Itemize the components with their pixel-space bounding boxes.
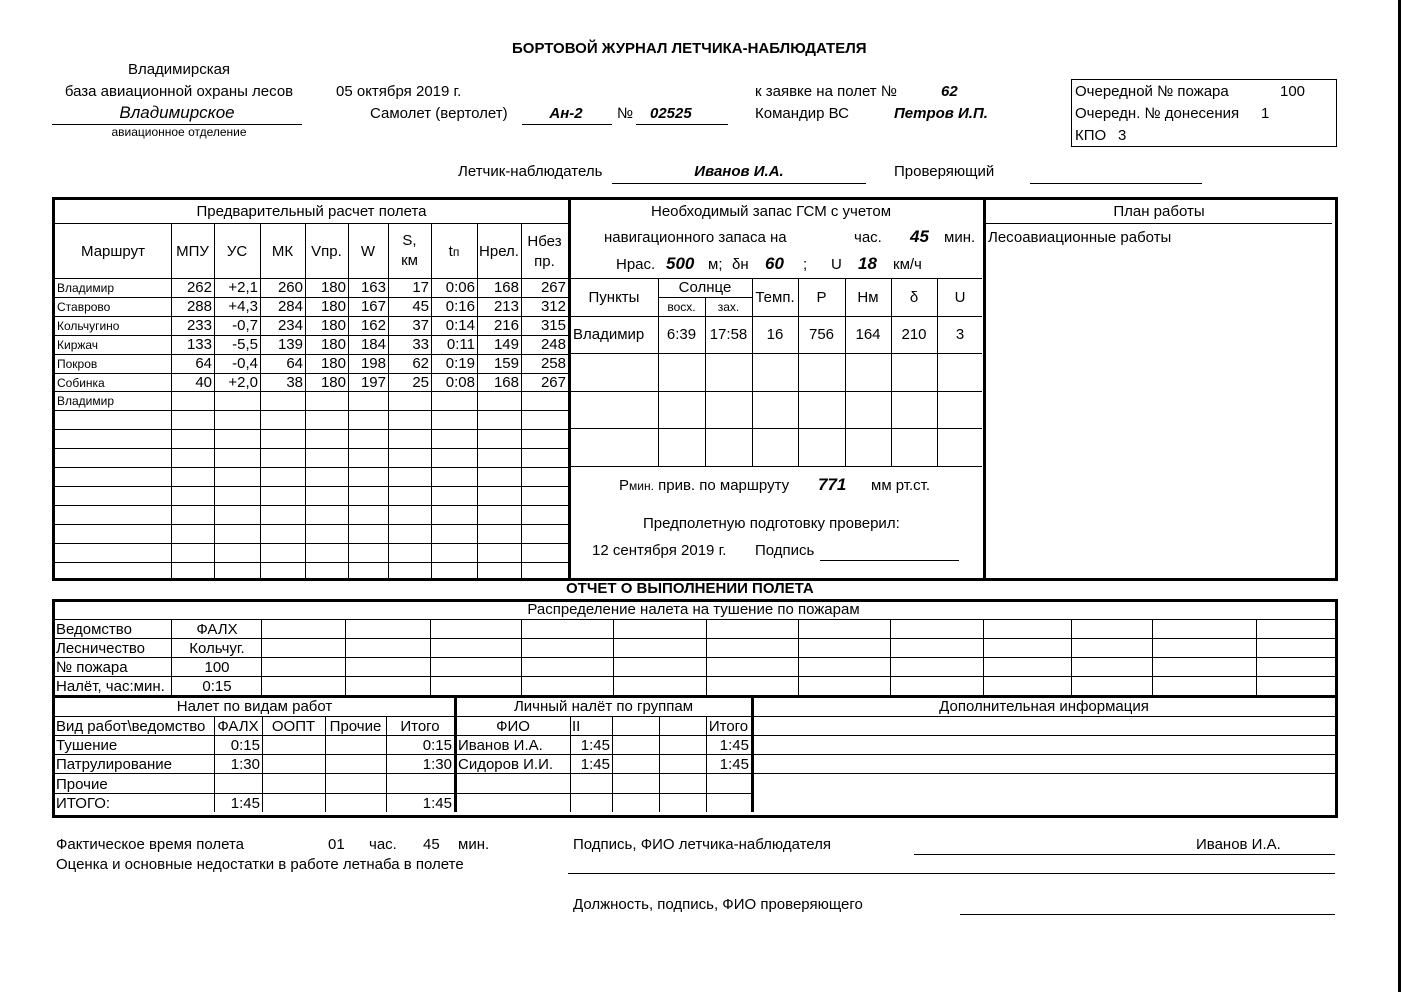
fuel-line1: Необходимый запас ГСМ с учетом — [651, 203, 892, 220]
actual-minutes-label: мин. — [458, 836, 490, 853]
route-cell: 0:08 — [445, 374, 475, 391]
work-cell: Патрулирование — [56, 756, 172, 773]
personal-title: Личный налёт по группам — [513, 698, 694, 715]
route-cell: Покров — [57, 357, 98, 371]
fuel-minutes-label: мин. — [944, 229, 976, 246]
route-cell: 25 — [412, 374, 429, 391]
route-cell: 149 — [493, 336, 519, 353]
actual-minutes-value: 45 — [423, 836, 440, 853]
route-cell: +2,1 — [228, 279, 258, 296]
route-cell: 0:16 — [445, 298, 475, 315]
work-header: ФАЛХ — [217, 718, 259, 735]
personal-header: Итого — [708, 718, 749, 735]
dist-value-agency: ФАЛХ — [196, 621, 238, 638]
route-cell: 0:19 — [445, 355, 475, 372]
fuel-col-points: Пункты — [588, 289, 640, 306]
doc-title: БОРТОВОЙ ЖУРНАЛ ЛЕТЧИКА-НАБЛЮДАТЕЛЯ — [512, 40, 867, 57]
fire-no-value: 100 — [1280, 83, 1306, 100]
route-col-hbez-line1: Нбез — [527, 233, 562, 250]
aircraft-underline — [522, 124, 612, 125]
fuel-row-point: Владимир — [573, 326, 645, 343]
fuel-row-u: 3 — [955, 326, 965, 343]
route-cell: Собинка — [57, 376, 105, 390]
route-cell: 38 — [286, 374, 303, 391]
route-cell: 180 — [320, 298, 346, 315]
route-cell: 17 — [412, 279, 429, 296]
personal-cell: 1:45 — [580, 756, 610, 773]
fire-info-box — [1071, 79, 1337, 147]
work-header: Итого — [400, 718, 440, 735]
route-col-s-line1: S, — [402, 232, 417, 249]
hras-value: 500 — [666, 254, 695, 273]
route-cell: 162 — [360, 317, 386, 334]
request-value: 62 — [941, 83, 958, 100]
kpo-value: 3 — [1118, 127, 1127, 144]
dist-label-flight-time: Налёт, час:мин. — [56, 678, 165, 695]
m-label: м; — [708, 256, 723, 273]
route-cell: 64 — [195, 355, 212, 372]
route-cell: 139 — [277, 336, 303, 353]
route-cell: +4,3 — [228, 298, 258, 315]
commander-label: Командир ВС — [755, 105, 849, 122]
work-header: Прочие — [329, 718, 382, 735]
department-caption: авиационное отделение — [111, 125, 247, 139]
number-value: 02525 — [650, 105, 692, 122]
fuel-col-delta: δ — [909, 289, 919, 306]
page-edge — [1398, 0, 1401, 992]
fuel-col-sunset: зах. — [717, 300, 740, 314]
route-cell: Владимир — [57, 394, 115, 408]
report-no-value: 1 — [1261, 105, 1270, 122]
fuel-row-temp: 16 — [766, 326, 784, 343]
route-cell: 288 — [186, 298, 212, 315]
fuel-row-hm: 164 — [855, 326, 881, 343]
route-cell: -0,7 — [232, 317, 258, 334]
route-col-mpu: МПУ — [176, 243, 209, 260]
route-cell: Кольчугино — [57, 319, 120, 333]
work-cell: Прочие — [56, 776, 108, 793]
assessment-label: Оценка и основные недостатки в работе летнаба в полете — [56, 856, 464, 873]
work-title: Налет по видам работ — [176, 698, 333, 715]
route-cell: 213 — [493, 298, 519, 315]
route-cell: 133 — [186, 336, 212, 353]
pmin-units: мм рт.ст. — [871, 477, 931, 494]
commander-value: Петров И.П. — [894, 105, 988, 122]
actual-hours-value: 01 — [328, 836, 345, 853]
route-cell: Ставрово — [57, 300, 111, 314]
extra-title: Дополнительная информация — [939, 698, 1149, 715]
route-title: Предварительный расчет полета — [196, 203, 427, 220]
actual-hours-label: час. — [369, 836, 397, 853]
route-cell: 159 — [493, 355, 519, 372]
route-cell: 233 — [186, 317, 212, 334]
observer-label: Летчик-наблюдатель — [458, 163, 603, 180]
number-underline — [636, 124, 728, 125]
report-title: ОТЧЕТ О ВЫПОЛНЕНИИ ПОЛЕТА — [566, 580, 814, 597]
route-cell: -0,4 — [232, 355, 258, 372]
work-cell: 0:15 — [422, 737, 452, 754]
inspector-underline — [1030, 183, 1202, 184]
work-cell: 1:45 — [230, 795, 260, 812]
personal-cell: Иванов И.А. — [458, 737, 543, 754]
report-no-label: Очередн. № донесения — [1075, 105, 1240, 122]
fuel-row-p: 756 — [808, 326, 835, 343]
divider-fuel-plan — [983, 197, 986, 578]
route-cell: 163 — [360, 279, 386, 296]
work-cell: 1:30 — [422, 756, 452, 773]
route-cell: 248 — [540, 336, 566, 353]
pmin-prefix: Р — [619, 477, 630, 494]
route-cell: 312 — [540, 298, 566, 315]
work-cell: ИТОГО: — [56, 795, 111, 812]
pmin-text: прив. по маршруту — [658, 477, 790, 494]
route-cell: 167 — [360, 298, 386, 315]
dist-label-fire-no: № пожара — [56, 659, 128, 676]
aircraft-value: Ан-2 — [549, 105, 583, 122]
dist-value-fire-no: 100 — [204, 659, 230, 676]
request-label: к заявке на полет № — [755, 83, 897, 100]
route-cell: -5,5 — [232, 336, 258, 353]
route-col-t-main: t — [448, 243, 453, 260]
route-cell: 64 — [286, 355, 303, 372]
fire-no-label: Очередной № пожара — [1075, 83, 1229, 100]
pilot-sign-label: Подпись, ФИО летчика-наблюдателя — [573, 836, 832, 853]
route-cell: 284 — [277, 298, 303, 315]
work-cell: 0:15 — [230, 737, 260, 754]
route-cell: 180 — [320, 317, 346, 334]
fuel-col-u: U — [954, 289, 966, 306]
personal-cell: 1:45 — [719, 756, 749, 773]
fuel-row-sunset: 17:58 — [709, 326, 748, 343]
fuel-col-sunrise: восх. — [667, 300, 696, 314]
work-cell: Тушение — [56, 737, 118, 754]
signature-label: Подпись — [755, 542, 815, 559]
dist-label-forestry: Лесничество — [56, 640, 146, 657]
personal-header: II — [572, 718, 581, 735]
kmh-label: км/ч — [893, 256, 922, 273]
route-cell: 267 — [540, 279, 566, 296]
divider-route-fuel — [568, 197, 571, 578]
dist-label-agency: Ведомство — [56, 621, 132, 638]
route-cell: 0:14 — [445, 317, 475, 334]
pmin-label — [619, 477, 789, 494]
inspector-sign-label: Должность, подпись, ФИО проверяющего — [573, 896, 863, 913]
fuel-row-sunrise: 6:39 — [666, 326, 697, 343]
route-col-vpr: Vпр. — [311, 243, 342, 260]
plan-text: Лесоавиационные работы — [988, 229, 1172, 246]
dn-value: 60 — [765, 254, 784, 273]
observer-value: Иванов И.А. — [694, 163, 784, 180]
plan-title: План работы — [1113, 203, 1205, 220]
route-cell: 197 — [360, 374, 386, 391]
route-cell: 198 — [360, 355, 386, 372]
route-cell: 180 — [320, 355, 346, 372]
pmin-sub: мин. — [629, 479, 654, 493]
route-col-s-line2: км — [401, 252, 418, 269]
org-line1: Владимирская — [127, 61, 231, 78]
fuel-col-p: Р — [816, 289, 827, 306]
dist-value-forestry: Кольчуг. — [189, 640, 245, 657]
checked-date: 12 сентября 2019 г. — [592, 542, 727, 559]
fuel-minutes-value: 45 — [910, 227, 929, 246]
route-cell: 260 — [277, 279, 303, 296]
work-cell: 1:30 — [230, 756, 260, 773]
route-col-us: УС — [226, 243, 248, 260]
route-cell: 168 — [493, 374, 519, 391]
work-header: ООПТ — [271, 718, 316, 735]
route-cell: 216 — [493, 317, 519, 334]
hras-label: Нрас. — [616, 256, 656, 273]
pilot-sign-value: Иванов И.А. — [1196, 836, 1281, 853]
dist-value-flight-time: 0:15 — [202, 678, 232, 695]
aircraft-label: Самолет (вертолет) — [370, 105, 508, 122]
route-cell: Киржач — [57, 338, 99, 352]
personal-cell: 1:45 — [580, 737, 610, 754]
route-cell: 267 — [540, 374, 566, 391]
route-cell: 37 — [412, 317, 429, 334]
inspector-label: Проверяющий — [894, 163, 995, 180]
route-col-hbez-line2: пр. — [534, 253, 555, 270]
route-cell: 234 — [277, 317, 303, 334]
route-cell: 0:11 — [446, 336, 475, 353]
personal-cell: Сидоров И.И. — [458, 756, 554, 773]
checked-label: Предполетную подготовку проверил: — [643, 515, 900, 532]
actual-time-label: Фактическое время полета — [56, 836, 244, 853]
route-cell: 258 — [540, 355, 566, 372]
flight-date: 05 октября 2019 г. — [336, 83, 462, 100]
org-line2: база авиационной охраны лесов — [64, 83, 294, 100]
route-col-route: Маршрут — [81, 243, 145, 260]
pmin-value: 771 — [818, 475, 847, 494]
route-cell: 62 — [412, 355, 429, 372]
signature-line — [820, 560, 959, 561]
route-col-t-sub: п — [452, 245, 460, 259]
observer-underline — [612, 183, 866, 184]
route-cell: 315 — [540, 317, 566, 334]
u-value: 18 — [858, 254, 877, 273]
kpo-label: КПО — [1075, 127, 1107, 144]
work-cell: 1:45 — [422, 795, 452, 812]
fuel-line2: навигационного запаса на — [604, 229, 787, 246]
route-cell: 180 — [320, 279, 346, 296]
route-col-t — [431, 243, 477, 260]
fuel-hours-label: час. — [854, 229, 882, 246]
route-cell: 168 — [493, 279, 519, 296]
route-cell: 184 — [360, 336, 386, 353]
u-label: U — [831, 256, 842, 273]
number-label: № — [617, 105, 634, 122]
route-cell: 33 — [412, 336, 429, 353]
route-cell: Владимир — [57, 281, 115, 295]
route-cell: 0:06 — [445, 279, 475, 296]
route-cell: 180 — [320, 374, 346, 391]
route-cell: 40 — [195, 374, 212, 391]
personal-header: ФИО — [496, 718, 530, 735]
work-header: Вид работ\ведомство — [56, 718, 206, 735]
semicolon: ; — [803, 256, 808, 273]
department: Владимирское — [119, 103, 235, 122]
route-col-mk: МК — [271, 243, 294, 260]
route-cell: +2,0 — [228, 374, 258, 391]
route-cell: 262 — [186, 279, 212, 296]
dist-title: Распределение налета на тушение по пожарам — [527, 601, 860, 618]
fuel-row-delta: 210 — [901, 326, 927, 343]
fuel-col-temp: Темп. — [755, 289, 795, 306]
route-col-w: W — [360, 243, 376, 260]
fuel-col-hm: Нм — [857, 289, 879, 306]
personal-cell: 1:45 — [719, 737, 749, 754]
dn-label: δн — [732, 256, 749, 273]
route-col-hrel: Нрел. — [479, 243, 519, 260]
route-cell: 45 — [412, 298, 429, 315]
route-cell: 180 — [320, 336, 346, 353]
fuel-col-sun: Солнце — [678, 279, 732, 296]
